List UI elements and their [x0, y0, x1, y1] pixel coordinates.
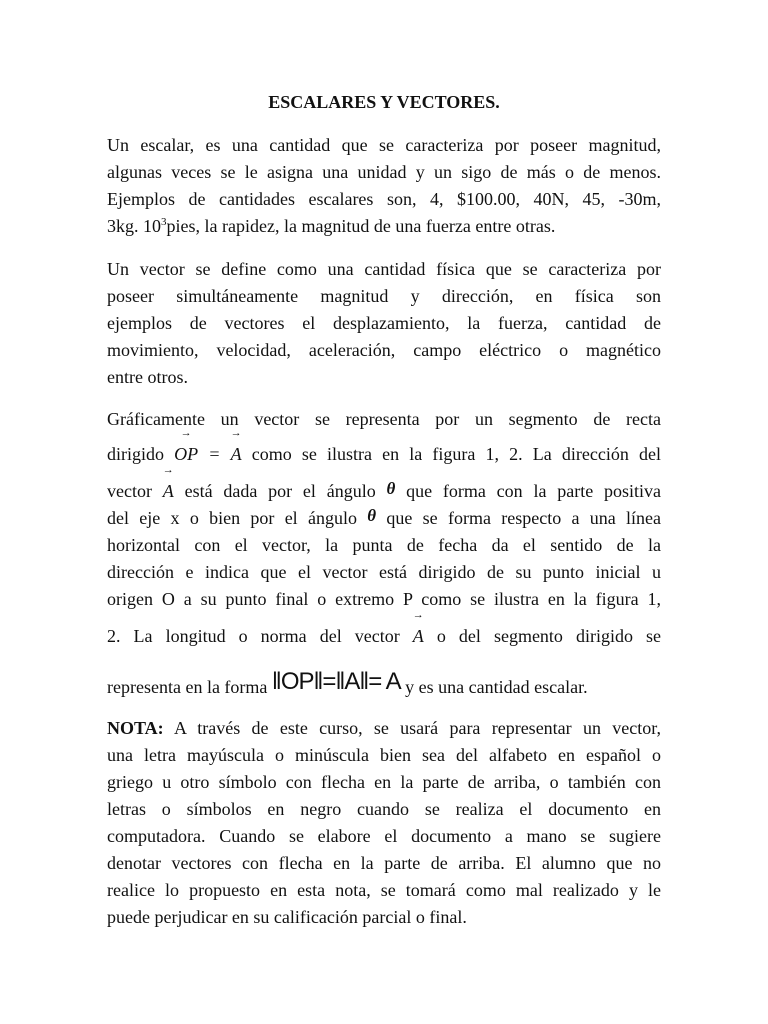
vector-arrow-icon: → [162, 464, 174, 476]
text-segment: vector [107, 481, 152, 501]
paragraph-escalar [107, 132, 661, 240]
text-segment: representa en la forma [107, 677, 268, 697]
text-line: puede perjudicar en su calificación parcial o final. [107, 907, 467, 927]
text-segment: como se ilustra en la figura 1, 2. La dirección del [251, 444, 661, 464]
text-segment: dirigido [107, 444, 164, 464]
text-segment: del eje x o bien por el ángulo [107, 508, 357, 528]
text-line: movimiento, velocidad, aceleración, campo eléctrico o magnético [107, 340, 661, 360]
vector-op [174, 427, 199, 468]
text-segment: que forma con la parte positiva [406, 481, 662, 501]
vector-a [230, 427, 242, 468]
text-line [107, 427, 661, 468]
text-line: horizontal con el vector, la punta de fecha da el sentido de la [107, 535, 661, 555]
vector-a [412, 609, 424, 650]
text-line [107, 609, 662, 650]
text-segment: o del segmento dirigido se [436, 626, 662, 646]
text-segment: y es una cantidad escalar. [405, 677, 588, 697]
page-title: ESCALARES Y VECTORES. [268, 92, 500, 112]
paragraph-grafica [107, 406, 661, 701]
text-line: poseer simultáneamente magnitud y dirección, en física son [107, 286, 661, 306]
theta-symbol: θ [367, 506, 377, 525]
text-line: letras o símbolos en negro cuando se realiza el documento en [107, 799, 661, 819]
text-line: computadora. Cuando se elabore el documento a mano se sugiere [107, 826, 661, 846]
paragraph-vector [107, 256, 661, 391]
text-segment: A través de este curso, se usará para representar un vector, [173, 718, 661, 738]
text-segment: pies, la rapidez, la magnitud de una fuerza entre otras. [166, 216, 556, 236]
math-symbol: A [162, 481, 174, 501]
norm-expression: ‖OP‖=‖A‖= A [271, 668, 401, 695]
math-symbol: A [412, 626, 424, 646]
vector-arrow-icon: → [180, 427, 192, 439]
vector-a [162, 464, 174, 505]
text-line [107, 213, 661, 240]
text-segment: que se forma respecto a una línea [386, 508, 662, 528]
text-line: entre otros. [107, 367, 188, 387]
text-line [107, 715, 661, 742]
text-segment: 3kg. 10 [107, 216, 161, 236]
vector-arrow-icon: → [412, 609, 424, 621]
text-line: realice lo propuesto en esta nota, se tomará como mal realizado y le [107, 880, 661, 900]
text-line: Un vector se define como una cantidad física que se caracteriza por [107, 259, 661, 279]
text-line: Un escalar, es una cantidad que se caracteriza por poseer magnitud, [107, 135, 661, 155]
text-line: Ejemplos de cantidades escalares son, 4, $100.00, 40N, 45, -30m, [107, 189, 661, 209]
theta-symbol: θ [386, 479, 396, 498]
text-line [107, 464, 662, 505]
text-line [107, 668, 661, 701]
superscript: 3 [161, 216, 167, 228]
text-line: Gráficamente un vector se representa por un segmento de recta [107, 409, 661, 429]
math-symbol: OP [174, 444, 199, 464]
text-line [107, 505, 661, 532]
text-line: una letra mayúscula o minúscula bien sea del alfabeto en español o [107, 745, 661, 765]
nota-label: NOTA: [107, 718, 164, 738]
vector-equation [174, 427, 242, 464]
text-line: dirección e indica que el vector está dirigido de su punto inicial u [107, 562, 661, 582]
text-segment: 2. La longitud o norma del vector [107, 626, 400, 646]
text-line: algunas veces se le asigna una unidad y un sigo de más o de menos. [107, 162, 661, 182]
text-line: ejemplos de vectores el desplazamiento, la fuerza, cantidad de [107, 313, 661, 333]
paragraph-nota [107, 715, 661, 931]
text-line: origen O a su punto final o extremo P como se ilustra en la figura 1, [107, 589, 661, 609]
vector-arrow-icon: → [230, 427, 242, 439]
text-line: griego u otro símbolo con flecha en la parte de arriba, o también con [107, 772, 661, 792]
math-symbol: A [230, 444, 242, 464]
text-line: denotar vectores con flecha en la parte de arriba. El alumno que no [107, 853, 661, 873]
math-symbol: = [198, 444, 231, 464]
text-segment: está dada por el ángulo [184, 481, 376, 501]
